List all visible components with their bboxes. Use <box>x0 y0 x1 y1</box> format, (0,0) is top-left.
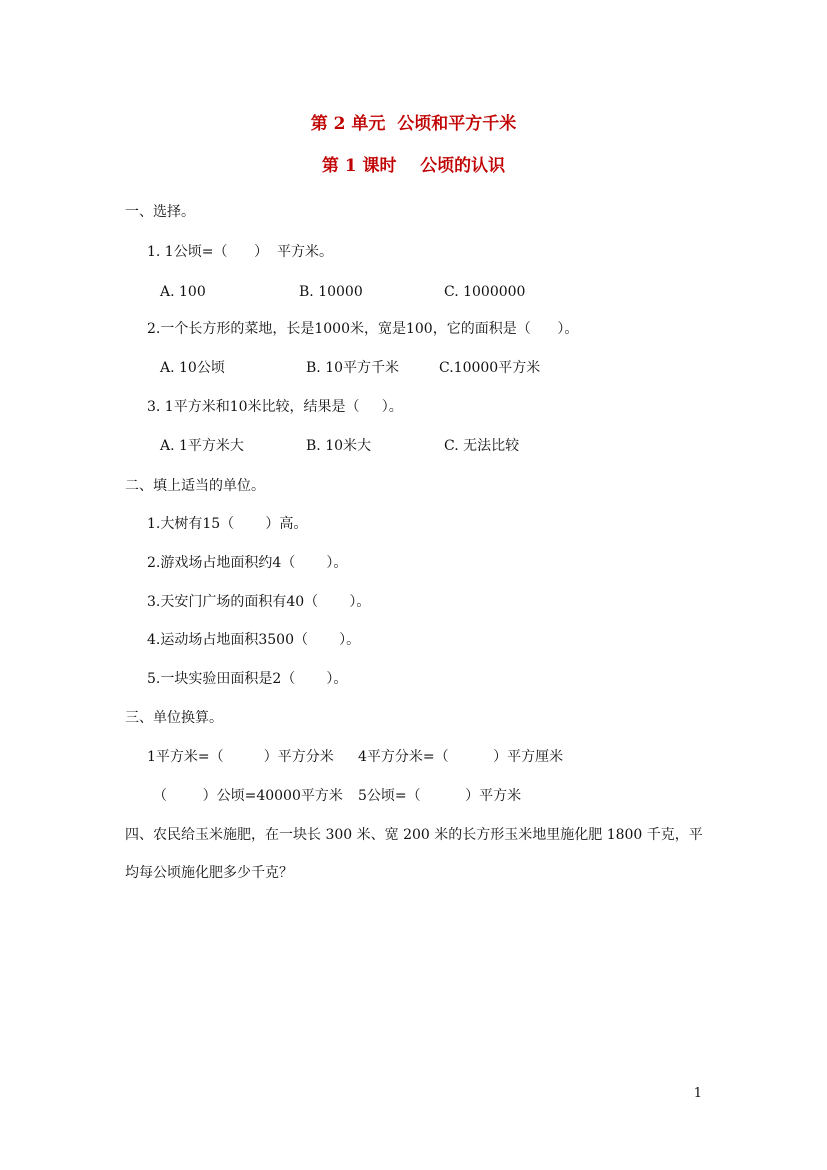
conversion-4: 5公顷=（ ）平方米 <box>358 788 522 804</box>
question-1-option-a: A. 100 <box>160 284 206 300</box>
fill-item-4: 4.运动场占地面积3500（ ）。 <box>147 632 361 648</box>
section1-heading: 一、选择。 <box>125 204 195 220</box>
page-number: 1 <box>693 1086 702 1101</box>
question-2-option-b: B. 10平方千米 <box>306 360 400 376</box>
question-1-option-c: C. 1000000 <box>444 284 526 300</box>
question-3-option-a: A. 1平方米大 <box>160 438 244 454</box>
word-problem-line-1: 四、农民给玉米施肥，在一块长 300 米、宽 200 米的长方形玉米地里施化肥 1800 千克，平 <box>125 827 703 843</box>
question-1: 1. 1公顷=（ ） 平方米。 <box>147 244 334 260</box>
question-1-option-b: B. 10000 <box>299 284 363 300</box>
fill-item-1: 1.大树有15（ ）高。 <box>147 516 308 532</box>
conversion-2: 4平方分米=（ ）平方厘米 <box>358 749 564 765</box>
question-2: 2.一个长方形的菜地，长是1000米，宽是100，它的面积是（ ）。 <box>147 321 579 337</box>
question-3-option-b: B. 10米大 <box>306 438 372 454</box>
fill-item-5: 5.一块实验田面积是2（ ）。 <box>147 671 348 687</box>
question-2-option-c: C.10000平方米 <box>439 360 541 376</box>
word-problem-line-2: 均每公顷施化肥多少千克？ <box>125 865 293 881</box>
section2-heading: 二、填上适当的单位。 <box>125 478 265 494</box>
question-2-option-a: A. 10公顷 <box>160 360 225 376</box>
section3-heading: 三、单位换算。 <box>125 710 223 726</box>
fill-item-2: 2.游戏场占地面积约4（ ）。 <box>147 555 348 571</box>
conversion-3: （ ）公顷=40000平方米 <box>153 788 343 804</box>
question-3-option-c: C. 无法比较 <box>444 438 520 454</box>
unit-title: 第 2 单元 公顷和平方千米 <box>310 114 517 134</box>
lesson-title: 第 1 课时 公顷的认识 <box>321 156 506 176</box>
question-3: 3. 1平方米和10米比较，结果是（ ）。 <box>147 399 403 415</box>
conversion-1: 1平方米=（ ）平方分米 <box>147 749 334 765</box>
fill-item-3: 3.天安门广场的面积有40（ ）。 <box>147 594 371 610</box>
